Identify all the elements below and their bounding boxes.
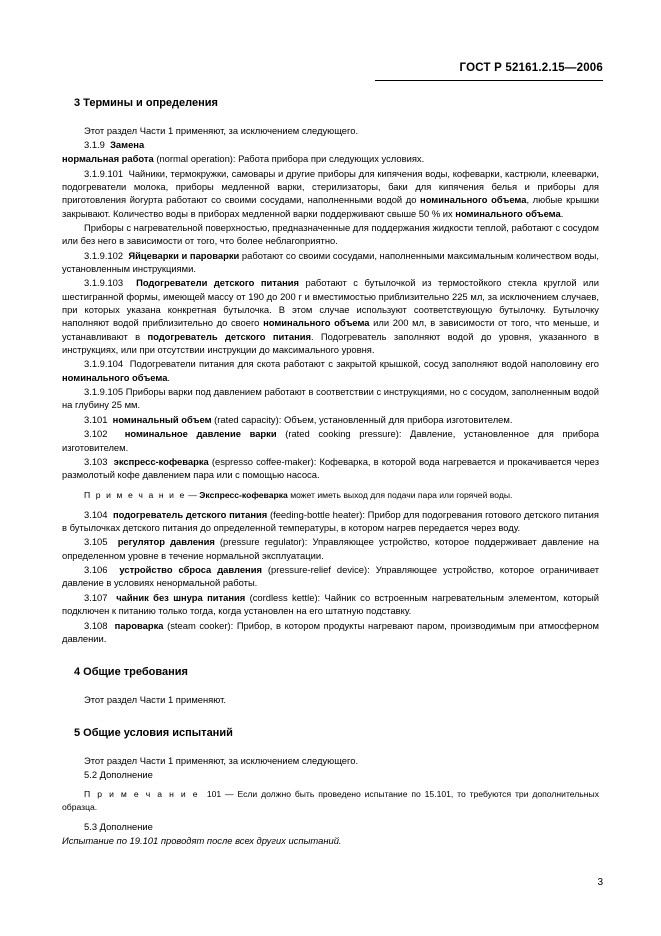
document-body bbox=[62, 96, 599, 849]
paragraph-clause-3-1-9: 3.1.9 Замена bbox=[84, 138, 145, 150]
note-espresso: П р и м е ч а н и е — Экспресс-кофеварка может иметь выход для подачи пара или горячей воды. bbox=[84, 489, 513, 500]
paragraph-section5-intro: Этот раздел Части 1 применяют, за исключением следующего. bbox=[84, 754, 359, 766]
paragraph-3-101: 3.101 номинальный объем (rated capacity): Объем, установленный для прибора изготовителем. bbox=[84, 413, 513, 425]
paragraph-3-103: 3.103 экспресс-кофеварка (espresso coffee-maker): Кофеварка, в которой вода нагревается и прокачивается через размолотый кофе давлением пара или с помощью насоса. bbox=[62, 455, 599, 481]
paragraph-section4-intro: Этот раздел Части 1 применяют. bbox=[84, 693, 226, 705]
paragraph-3-105: 3.105 регулятор давления (pressure regulator): Управляющее устройство, которое поддерживает давление на определенном уровне в течение нормальной эксплуатации. bbox=[62, 536, 600, 561]
page-number: 3 bbox=[597, 877, 603, 888]
paragraph-3-1-9-103: 3.1.9.103 Подогреватели детского питания работают с бутылочкой из термостойкого стекла круглой или шестигранной формы, имеющей массу от 190 до 200 г и вместимостью приблизительно 225 мл, за исключением случаев, при которых указана конкретная бутылочка. В этом случае используют соответствующую бутылочку. Бутылочку наполняют водой приблизительно до своего номинального объема или 200 мл, в зависимости от того, что меньше, и устанавливают в подогреватель детского питания. Подогреватель заполняют водой до уровня, указанного в инструкциях, или при отсутствии инструкции до максимального уровня. bbox=[62, 277, 600, 356]
paragraph-3-1-9-105: 3.1.9.105 Приборы варки под давлением работают в соответствии с инструкциями, но с сосудом, заполненным водой на глубину 25 мм. bbox=[62, 386, 599, 411]
paragraph-3-1-9-104: 3.1.9.104 Подогреватели питания для скота работают с закрытой крышкой, сосуд заполняют водой наполовину его номинального объема. bbox=[62, 358, 599, 383]
paragraph-3-102: 3.102 номинальное давление варки (rated cooking pressure): Давление, установленное для прибора изготовителем. bbox=[62, 428, 599, 453]
paragraph-5-2: 5.2 Дополнение bbox=[84, 769, 153, 781]
paragraph-5-3: 5.3 Дополнение bbox=[84, 820, 153, 832]
paragraph-3-108: 3.108 пароварка (steam cooker): Прибор, в котором продукты нагревают паром, производимым при атмосферном давлении. bbox=[62, 619, 599, 644]
paragraph-3-104: 3.104 подогреватель детского питания (feeding-bottle heater): Прибор для подогревания готового детского питания в бутылочках детского питания до определенной температуры, в котором нагрев передается через воду. bbox=[62, 508, 599, 534]
paragraph-test-19-101: Испытание по 19.101 проводят после всех других испытаний. bbox=[62, 835, 342, 847]
header-divider bbox=[375, 80, 603, 81]
paragraph-3-106: 3.106 устройство сброса давления (pressure-relief device): Управляющее устройство, которое ограничивает давление в условиях ненормальной работы. bbox=[62, 564, 600, 589]
paragraph-3-1-9-102: 3.1.9.102 Яйцеварки и пароварки работают со своими сосудами, наполненными максимальным количеством воды, установленным инструкциями. bbox=[62, 249, 599, 275]
paragraph-3-1-9-101: 3.1.9.101 Чайники, термокружки, самовары и другие приборы для кипячения воды, кофеварки, кастрюли, клееварки, подогреватели молока, приборы медленной варки, стерилизаторы, баки для кипячения белья и приборы для приготовления йогурта работают со своими сосудами, наполненными водой до номинального объема, любые крышки закрывают. Количество воды в приборах медленной варки поддерживают свыше 50 % их номинального объема. bbox=[62, 167, 599, 219]
section-title-4: 4 Общие требования bbox=[74, 666, 188, 679]
paragraph: Этот раздел Части 1 применяют, за исключением следующего. bbox=[84, 124, 359, 136]
section-title-5: 5 Общие условия испытаний bbox=[74, 727, 233, 740]
paragraph-normal-operation: нормальная работа (normal operation): Работа прибора при следующих условиях. bbox=[62, 153, 425, 165]
section-title-3: 3 Термины и определения bbox=[74, 97, 218, 109]
note-101: П р и м е ч а н и е 101 — Если должно быть проведено испытание по 15.101, то требуются три дополнительных образца. bbox=[62, 789, 599, 812]
page-header-standard-id: ГОСТ Р 52161.2.15—2006 bbox=[459, 62, 603, 74]
paragraph-heated-surface: Приборы с нагревательной поверхностью, предназначенные для поддержания жидкости теплой, работают с сосудом или без него в зависимости от того, что более неблагоприятно. bbox=[62, 222, 599, 247]
paragraph-3-107: 3.107 чайник без шнура питания (cordless kettle): Чайник со встроенным нагревательным элементом, который подключен к питанию только тогда, когда установлен на его штатную подставку. bbox=[62, 591, 600, 617]
